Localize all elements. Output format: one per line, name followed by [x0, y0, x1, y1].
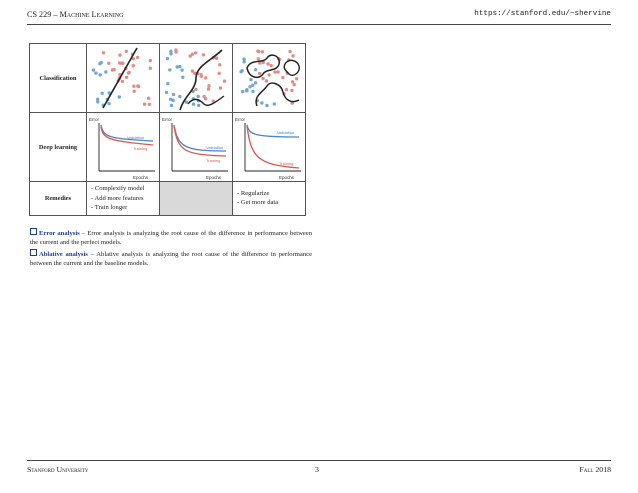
scatter-point: [107, 62, 110, 65]
scatter-point: [207, 87, 210, 90]
semester: Fall 2018: [579, 465, 611, 474]
scatter-point: [218, 72, 221, 75]
scatter-point: [295, 77, 298, 80]
scatter-point: [107, 102, 110, 105]
scatter-point: [181, 76, 184, 79]
scatter-point: [168, 68, 171, 71]
scatter-point: [257, 57, 260, 60]
scatter-point: [202, 95, 205, 98]
classification-right: [160, 44, 233, 113]
scatter-point: [200, 75, 203, 78]
scatter-point: [178, 95, 181, 98]
curves-overfit: [233, 113, 305, 181]
course-title: CS 229 – Machine Learning: [27, 10, 124, 19]
scatter-point: [265, 79, 268, 82]
scatter-point: [202, 53, 205, 56]
scatter-point: [243, 60, 246, 63]
scatter-point: [169, 52, 172, 55]
scatter-point: [192, 103, 195, 106]
scatter-point: [254, 68, 257, 71]
scatter-point: [118, 53, 121, 56]
scatter-point: [172, 99, 175, 102]
classification-label: Classification: [30, 44, 87, 113]
deep-learning-label: Deep learning: [30, 113, 87, 182]
error-analysis-paragraph: [30, 228, 312, 247]
epochs-axis-label: Epochs: [133, 175, 149, 180]
scatter-overfit: [233, 44, 305, 112]
deep-learning-underfit: [87, 113, 160, 182]
validation-label: Validation: [277, 130, 295, 135]
scatter-point: [94, 71, 97, 74]
scatter-point: [219, 86, 222, 89]
ablative-analysis-text: – Ablative analysis is analyzing the root cause of the difference in performance between the current and the baseline models.: [30, 251, 313, 267]
scatter-point: [104, 70, 107, 73]
scatter-point: [99, 73, 102, 76]
deep-learning-overfit: [233, 113, 306, 182]
remedy-item: - Get more data: [237, 199, 279, 207]
scatter-point: [143, 103, 146, 106]
classification-row: [30, 44, 306, 113]
remedy-item: - Train longer: [91, 204, 128, 211]
scatter-point: [215, 57, 218, 60]
error-analysis-text: – Error analysis is analyzing the root cause of the difference in performance between the current and the perfect models.: [30, 230, 312, 246]
scatter-point: [132, 85, 135, 88]
scatter-point: [207, 84, 210, 87]
scatter-point: [218, 63, 221, 66]
error-analysis-term: Error analysis: [39, 230, 80, 237]
deep-learning-row: [30, 113, 306, 182]
scatter-point: [239, 70, 242, 73]
scatter-point: [92, 68, 95, 71]
error-axis-label: Error: [235, 117, 245, 122]
scatter-point: [136, 56, 139, 59]
scatter-point: [241, 90, 244, 93]
scatter-point: [194, 88, 197, 91]
ablative-analysis-term: Ablative analysis: [39, 251, 88, 258]
scatter-point: [166, 82, 169, 85]
scatter-point: [266, 62, 269, 65]
checkbox-bullet-icon: [30, 228, 37, 235]
deep-learning-right: [160, 113, 233, 182]
scatter-point: [265, 104, 268, 107]
scatter-point: [245, 88, 248, 91]
scatter-point: [96, 100, 99, 103]
scatter-point: [288, 50, 291, 53]
remedies-overfit: [233, 182, 306, 216]
scatter-point: [125, 50, 128, 53]
scatter-point: [281, 76, 284, 79]
page-footer: [27, 460, 611, 475]
scatter-point: [285, 88, 288, 91]
scatter-point: [102, 51, 105, 54]
course-url: https://stanford.edu/~shervine: [474, 10, 611, 18]
scatter-point: [133, 90, 136, 93]
scatter-point: [165, 91, 168, 94]
scatter-point: [111, 68, 114, 71]
scatter-point: [176, 65, 179, 68]
scatter-point: [149, 59, 152, 62]
scatter-point: [172, 93, 175, 96]
scatter-point: [258, 72, 261, 75]
validation-label: Validation: [206, 145, 224, 150]
scatter-point: [291, 54, 294, 57]
scatter-point: [191, 69, 194, 72]
scatter-point: [100, 61, 103, 64]
validation-label: Validation: [127, 135, 145, 140]
epochs-axis-label: Epochs: [279, 175, 295, 180]
scatter-point: [249, 78, 252, 81]
scatter-point: [251, 84, 254, 87]
scatter-right: [160, 44, 232, 112]
remedy-item: - Add more features: [91, 194, 144, 202]
scatter-point: [204, 76, 207, 79]
remedies-row: [30, 182, 306, 216]
scatter-point: [276, 70, 279, 73]
scatter-point: [166, 57, 169, 60]
remedies-label: Remedies: [30, 182, 87, 216]
classification-underfit: [87, 44, 160, 113]
scatter-underfit: [87, 44, 159, 112]
checkbox-bullet-icon: [30, 249, 37, 256]
scatter-point: [257, 50, 260, 53]
scatter-point: [125, 76, 128, 79]
scatter-point: [128, 71, 131, 74]
curves-right: [160, 113, 232, 181]
training-label: Training: [206, 158, 221, 163]
remedies-underfit: [87, 182, 160, 216]
curves-underfit: [87, 113, 159, 181]
scatter-point: [132, 64, 135, 67]
remedy-item: - Regularize: [237, 189, 270, 197]
scatter-point: [149, 67, 152, 70]
scatter-point: [223, 79, 226, 82]
scatter-point: [293, 83, 296, 86]
scatter-point: [136, 84, 139, 87]
scatter-point: [147, 97, 150, 100]
scatter-point: [170, 104, 173, 107]
scatter-point: [197, 104, 200, 107]
scatter-point: [261, 50, 264, 53]
scatter-point: [180, 68, 183, 71]
scatter-point: [251, 90, 254, 93]
scatter-point: [191, 53, 194, 56]
scatter-point: [120, 62, 123, 65]
scatter-point: [267, 73, 270, 76]
training-label: Training: [279, 161, 294, 166]
training-label: Training: [133, 146, 148, 151]
remedy-item: - Complexify model: [91, 185, 145, 192]
scatter-point: [261, 77, 264, 80]
scatter-point: [273, 70, 276, 73]
scatter-point: [197, 95, 200, 98]
classification-overfit: [233, 44, 306, 113]
error-axis-label: Error: [89, 117, 99, 122]
scatter-point: [291, 80, 294, 83]
university-name: Stanford University: [27, 465, 89, 474]
overfit-boundary-1: [247, 55, 279, 77]
scatter-point: [273, 102, 276, 105]
ablative-analysis-paragraph: [30, 249, 312, 268]
page-header: [27, 10, 611, 25]
page-number: 3: [315, 465, 319, 474]
scatter-point: [254, 81, 257, 84]
error-axis-label: Error: [162, 117, 172, 122]
linear-boundary: [103, 48, 137, 108]
remedies-right-empty: [160, 182, 233, 216]
epochs-axis-label: Epochs: [206, 175, 222, 180]
scatter-point: [260, 101, 263, 104]
scatter-point: [194, 51, 197, 54]
underfit-overfit-table: [29, 43, 306, 216]
scatter-point: [148, 103, 151, 106]
scatter-point: [101, 92, 104, 95]
scatter-point: [118, 95, 121, 98]
scatter-point: [121, 80, 124, 83]
scatter-point: [270, 64, 273, 67]
scatter-point: [174, 48, 177, 51]
scatter-point: [290, 89, 293, 92]
